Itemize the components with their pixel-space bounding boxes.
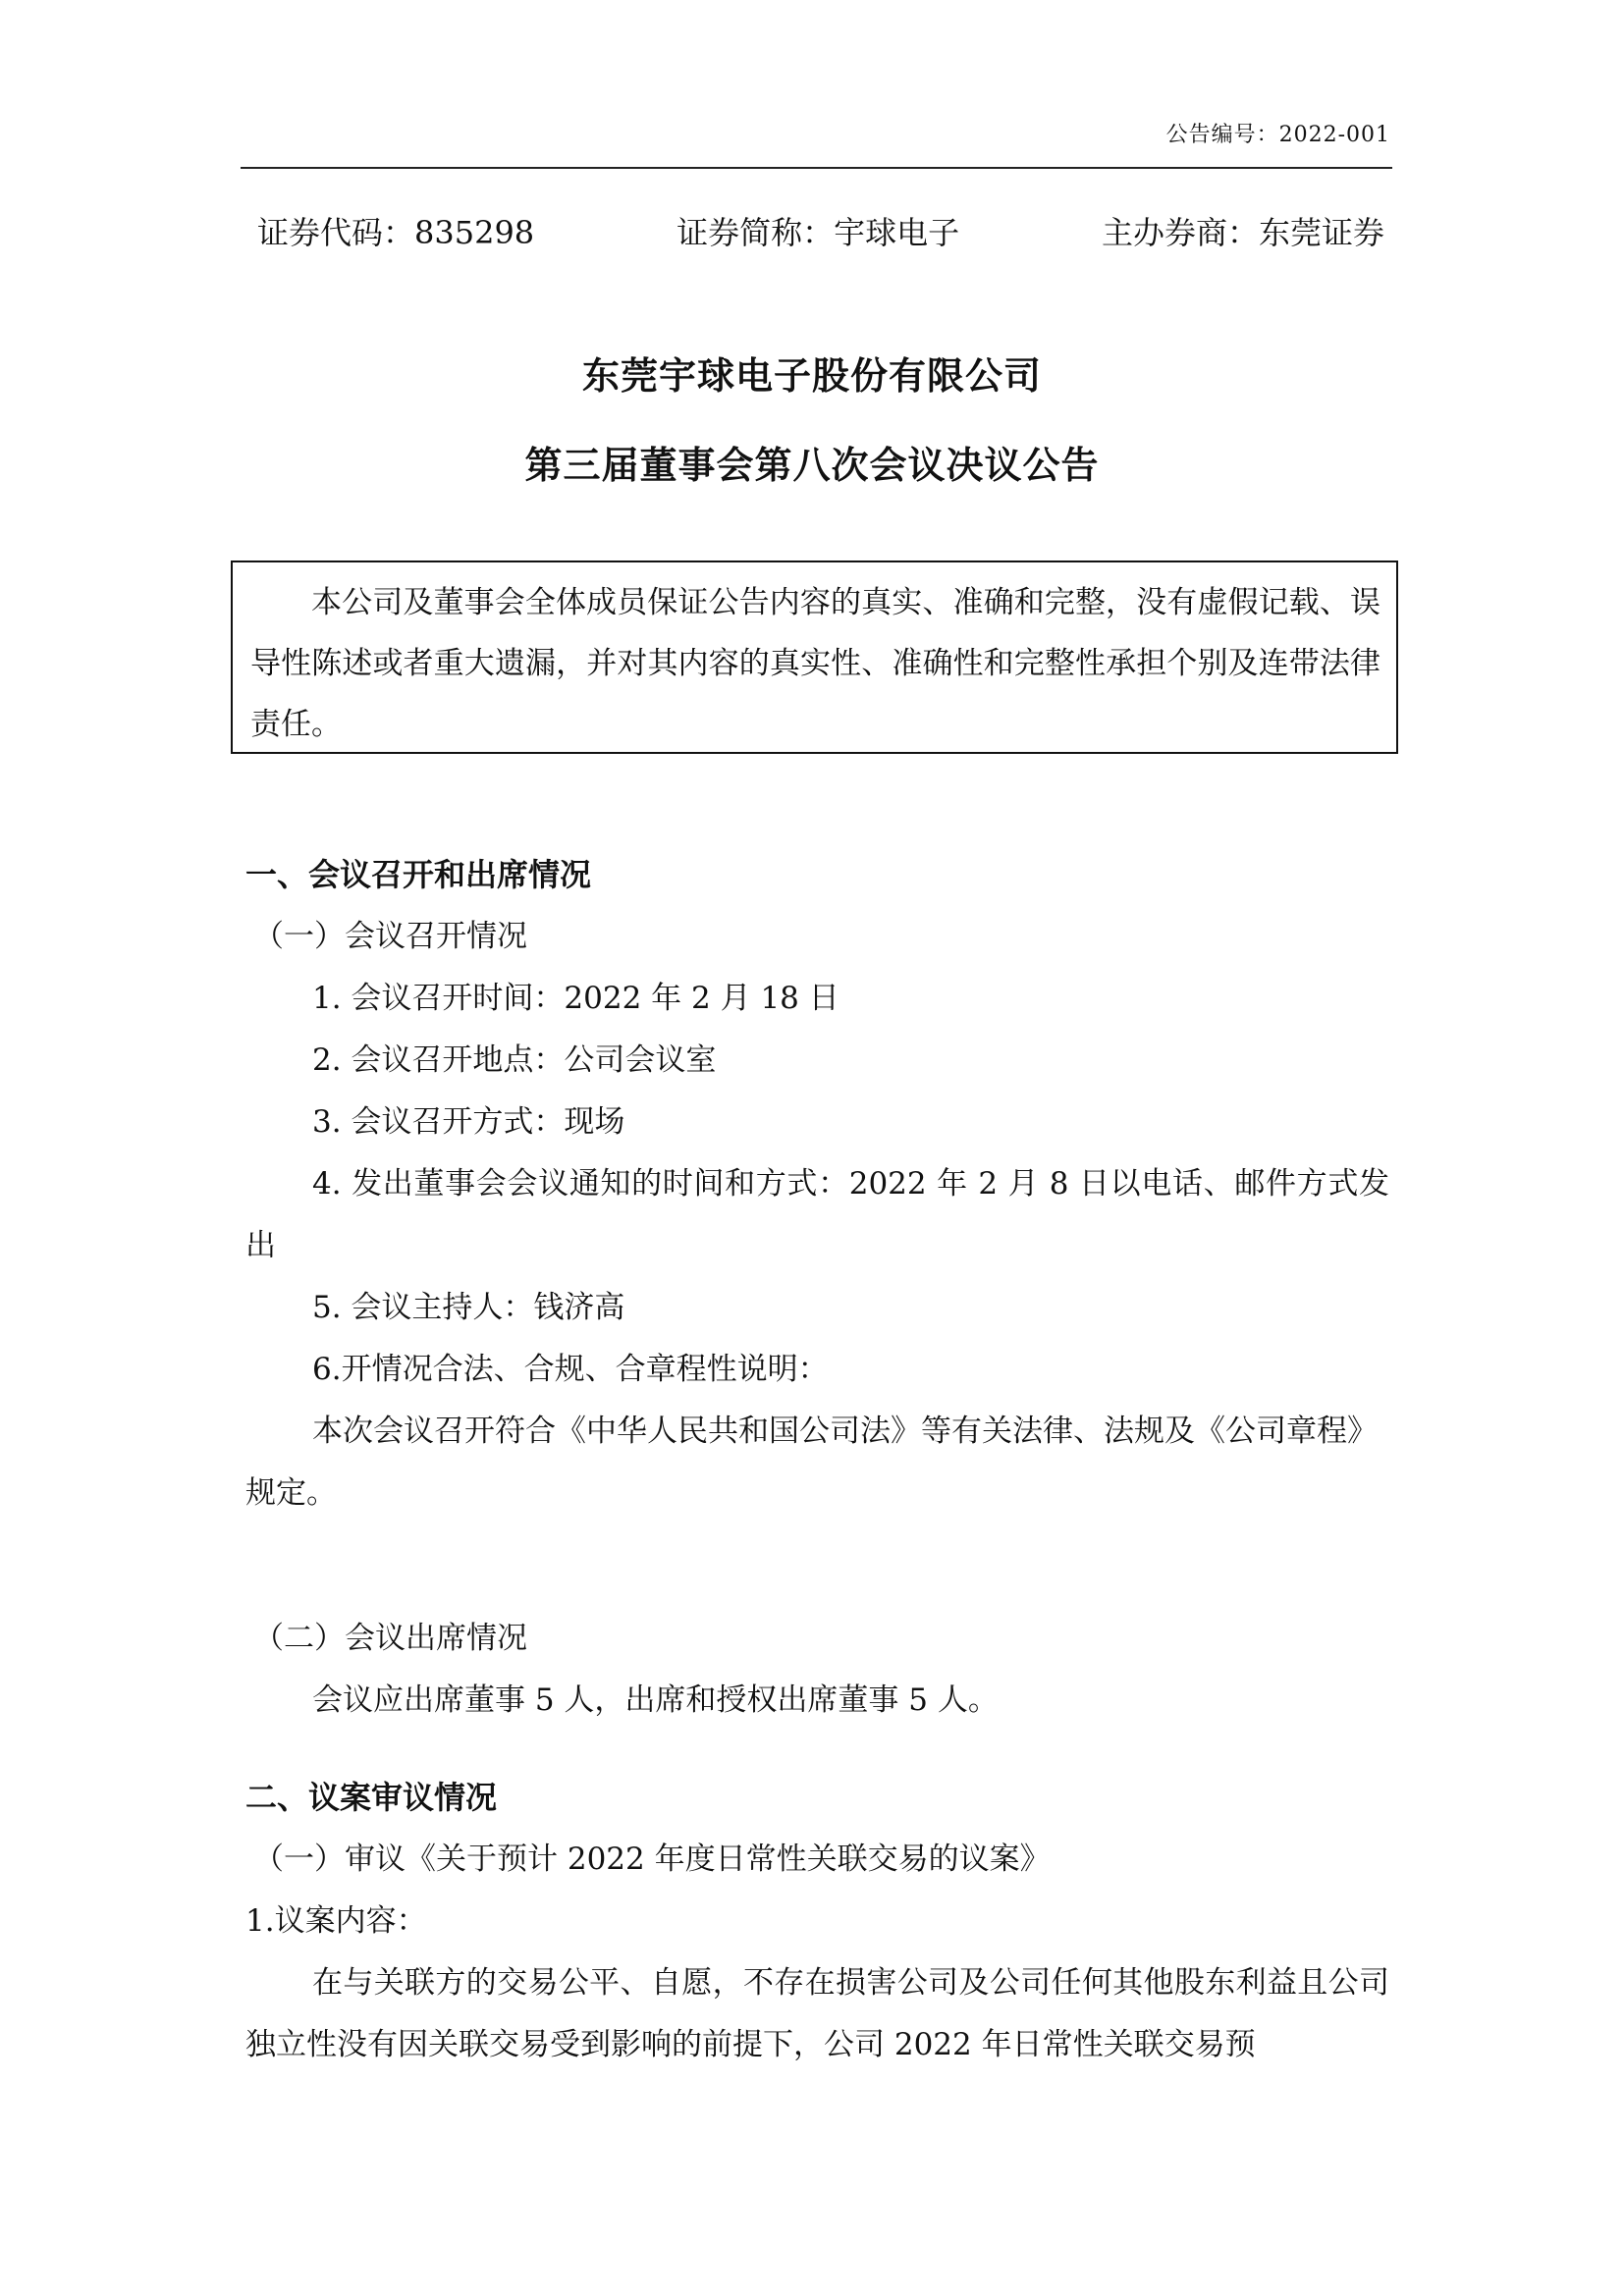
securities-info-row — [257, 208, 1384, 253]
security-abbreviation: 证券简称：宇球电子 — [677, 214, 960, 251]
section1-sub2-heading: （二）会议出席情况 — [253, 1621, 527, 1656]
section1-sub1-heading: （一）会议召开情况 — [253, 919, 527, 954]
proposal1-content-label: 1.议案内容： — [245, 1903, 427, 1939]
announcement-number: 公告编号：2022-001 — [1165, 123, 1390, 147]
disclaimer-text: 本公司及董事会全体成员保证公告内容的真实、准确和完整，没有虚假记载、误导性陈述或者重大遗漏，并对其内容的真实性、准确性和完整性承担个别及连带法律责任。 — [250, 585, 1380, 742]
section-proposals — [245, 1767, 1389, 2076]
section1-heading: 一、会议召开和出席情况 — [245, 856, 592, 893]
sponsor-broker: 主办券商：东莞证券 — [1101, 214, 1384, 251]
meeting-time: 1. 会议召开时间：2022 年 2 月 18 日 — [312, 981, 839, 1016]
security-code: 证券代码：835298 — [257, 214, 535, 251]
meeting-chair: 5. 会议主持人：钱济高 — [312, 1290, 625, 1325]
section2-heading: 二、议案审议情况 — [245, 1779, 498, 1816]
section-meeting-info — [245, 844, 1389, 1524]
meeting-notice-info: 4. 发出董事会会议通知的时间和方式：2022 年 2 月 8 日以电话、邮件方式发出 — [245, 1166, 1389, 1263]
proposal1-content-text: 在与关联方的交易公平、自愿，不存在损害公司及公司任何其他股东利益且公司独立性没有因关联交易受到影响的前提下，公司 2022 年日常性关联交易预 — [245, 1965, 1389, 2062]
meeting-method: 3. 会议召开方式：现场 — [312, 1104, 625, 1140]
proposal1-heading: （一）审议《关于预计 2022 年度日常性关联交易的议案》 — [253, 1842, 1051, 1877]
section-attendance — [245, 1608, 1389, 1732]
compliance-label: 6.开情况合法、合规、合章程性说明： — [312, 1352, 829, 1387]
disclaimer-box — [231, 561, 1398, 754]
header-divider — [241, 167, 1392, 169]
attendance-text: 会议应出席董事 5 人，出席和授权出席董事 5 人。 — [312, 1682, 999, 1718]
meeting-location: 2. 会议召开地点：公司会议室 — [312, 1042, 717, 1078]
announcement-title: 第三届董事会第八次会议决议公告 — [524, 444, 1100, 487]
company-title: 东莞宇球电子股份有限公司 — [581, 354, 1042, 398]
compliance-text: 本次会议召开符合《中华人民共和国公司法》等有关法律、法规及《公司章程》规定。 — [245, 1414, 1378, 1511]
